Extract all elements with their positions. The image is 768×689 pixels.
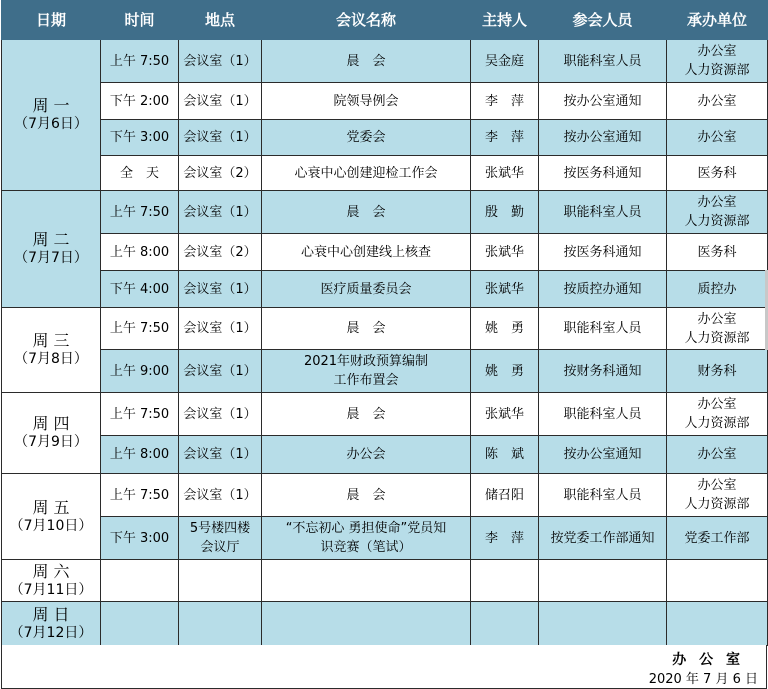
day-date: （7月7日） bbox=[14, 250, 88, 266]
host-cell: 张斌华 bbox=[471, 393, 539, 436]
table-row bbox=[2, 271, 768, 308]
header-host: 主持人 bbox=[471, 1, 539, 40]
meeting-cell: 心衰中心创建线上核查 bbox=[262, 234, 471, 271]
table-row bbox=[2, 191, 768, 234]
host-cell bbox=[471, 602, 539, 646]
place-cell: 会议室（2） bbox=[179, 234, 262, 271]
place-cell bbox=[179, 602, 262, 646]
table-row bbox=[2, 517, 768, 560]
meeting-cell: 党委会 bbox=[262, 120, 471, 156]
unit-cell: 办公室 人力资源部 bbox=[667, 308, 768, 350]
attendees-cell bbox=[539, 560, 667, 602]
table-row bbox=[2, 234, 768, 271]
table-row bbox=[2, 350, 768, 393]
table-row bbox=[2, 560, 768, 602]
unit-cell: 质控办 bbox=[667, 271, 768, 308]
day-label: 周 一 bbox=[32, 96, 70, 115]
unit-cell: 办公室 人力资源部 bbox=[667, 474, 768, 517]
time-cell: 上午 8:00 bbox=[101, 436, 179, 474]
place-cell bbox=[179, 560, 262, 602]
time-cell: 全 天 bbox=[101, 156, 179, 191]
day-label: 周 五 bbox=[32, 497, 70, 517]
unit-cell: 办公室 人力资源部 bbox=[667, 393, 768, 436]
header-place: 地点 bbox=[179, 1, 262, 40]
place-cell: 会议室（1） bbox=[179, 393, 262, 436]
meeting-schedule-table bbox=[1, 0, 768, 646]
table-row bbox=[2, 602, 768, 646]
meeting-cell: 医疗质量委员会 bbox=[262, 271, 471, 308]
time-cell: 上午 8:00 bbox=[101, 234, 179, 271]
footer-office: 办 公 室 bbox=[672, 652, 744, 668]
unit-cell bbox=[667, 560, 768, 602]
meeting-cell: 办公会 bbox=[262, 436, 471, 474]
table-row bbox=[2, 156, 768, 191]
attendees-cell: 职能科室人员 bbox=[539, 474, 667, 517]
footer-date: 2020 年 7 月 6 日 bbox=[648, 672, 758, 687]
table-row bbox=[2, 83, 768, 120]
day-cell-tuesday bbox=[2, 191, 101, 308]
day-cell-sunday bbox=[2, 602, 101, 646]
time-cell: 下午 4:00 bbox=[101, 271, 179, 308]
day-date: （7月9日） bbox=[14, 434, 88, 450]
host-cell bbox=[471, 560, 539, 602]
day-date: （7月10日） bbox=[9, 517, 93, 534]
unit-cell: 医务科 bbox=[667, 234, 768, 271]
place-cell: 会议室（1） bbox=[179, 191, 262, 234]
day-date: （7月6日） bbox=[14, 116, 88, 132]
host-cell: 储召阳 bbox=[471, 474, 539, 517]
header-unit: 承办单位 bbox=[667, 1, 768, 40]
header-attendees: 参会人员 bbox=[539, 1, 667, 40]
time-cell: 下午 3:00 bbox=[101, 120, 179, 156]
attendees-cell: 按办公室通知 bbox=[539, 436, 667, 474]
host-cell: 吴金庭 bbox=[471, 40, 539, 83]
place-cell: 会议室（2） bbox=[179, 156, 262, 191]
unit-cell: 党委工作部 bbox=[667, 517, 768, 560]
day-cell-monday bbox=[2, 40, 101, 191]
time-cell: 下午 3:00 bbox=[101, 517, 179, 560]
place-cell: 会议室（1） bbox=[179, 40, 262, 83]
table-row bbox=[2, 308, 768, 350]
unit-cell: 办公室 bbox=[667, 83, 768, 120]
attendees-cell bbox=[539, 602, 667, 646]
unit-cell: 办公室 人力资源部 bbox=[667, 40, 768, 83]
attendees-cell: 按党委工作部通知 bbox=[539, 517, 667, 560]
table-row bbox=[2, 120, 768, 156]
attendees-cell: 职能科室人员 bbox=[539, 191, 667, 234]
day-label: 周 日 bbox=[32, 604, 70, 624]
host-cell: 李 萍 bbox=[471, 83, 539, 120]
place-cell: 会议室（1） bbox=[179, 120, 262, 156]
host-cell: 陈 斌 bbox=[471, 436, 539, 474]
meeting-cell: 晨 会 bbox=[262, 393, 471, 436]
attendees-cell: 按财务科通知 bbox=[539, 350, 667, 393]
day-cell-wednesday bbox=[2, 308, 101, 393]
table-row bbox=[2, 474, 768, 517]
attendees-cell: 按办公室通知 bbox=[539, 120, 667, 156]
host-cell: 殷 勤 bbox=[471, 191, 539, 234]
attendees-cell: 职能科室人员 bbox=[539, 308, 667, 350]
header-meeting: 会议名称 bbox=[262, 1, 471, 40]
meeting-cell bbox=[262, 602, 471, 646]
host-cell: 姚 勇 bbox=[471, 350, 539, 393]
host-cell: 李 萍 bbox=[471, 120, 539, 156]
time-cell: 上午 7:50 bbox=[101, 308, 179, 350]
meeting-cell: 2021年财政预算编制 工作布置会 bbox=[262, 350, 471, 393]
host-cell: 李 萍 bbox=[471, 517, 539, 560]
unit-cell: 医务科 bbox=[667, 156, 768, 191]
attendees-cell: 按质控办通知 bbox=[539, 271, 667, 308]
day-date: （7月8日） bbox=[14, 351, 88, 367]
attendees-cell: 职能科室人员 bbox=[539, 393, 667, 436]
day-label: 周 二 bbox=[32, 230, 70, 249]
table-row bbox=[2, 393, 768, 436]
time-cell: 上午 7:50 bbox=[101, 393, 179, 436]
day-label: 周 六 bbox=[32, 561, 70, 581]
day-date: （7月11日） bbox=[9, 581, 93, 598]
unit-cell: 办公室 bbox=[667, 436, 768, 474]
meeting-cell: 心衰中心创建迎检工作会 bbox=[262, 156, 471, 191]
table-row bbox=[2, 436, 768, 474]
attendees-cell: 按办公室通知 bbox=[539, 83, 667, 120]
unit-cell bbox=[667, 602, 768, 646]
place-cell: 会议室（1） bbox=[179, 436, 262, 474]
day-cell-thursday bbox=[2, 393, 101, 474]
time-cell: 上午 7:50 bbox=[101, 474, 179, 517]
time-cell bbox=[101, 602, 179, 646]
footer-signature bbox=[1, 645, 767, 689]
header-time: 时间 bbox=[101, 1, 179, 40]
attendees-cell: 按医务科通知 bbox=[539, 234, 667, 271]
unit-cell: 财务科 bbox=[667, 350, 768, 393]
time-cell bbox=[101, 560, 179, 602]
day-date: （7月12日） bbox=[9, 624, 93, 641]
day-cell-saturday bbox=[2, 560, 101, 602]
day-cell-friday bbox=[2, 474, 101, 560]
host-cell: 姚 勇 bbox=[471, 308, 539, 350]
table-row bbox=[2, 40, 768, 83]
time-cell: 上午 7:50 bbox=[101, 40, 179, 83]
day-label: 周 四 bbox=[32, 414, 70, 433]
meeting-cell: 晨 会 bbox=[262, 474, 471, 517]
header-row bbox=[2, 1, 768, 40]
meeting-cell: 晨 会 bbox=[262, 191, 471, 234]
host-cell: 张斌华 bbox=[471, 234, 539, 271]
place-cell: 会议室（1） bbox=[179, 271, 262, 308]
host-cell: 张斌华 bbox=[471, 271, 539, 308]
header-date: 日期 bbox=[2, 1, 101, 40]
meeting-cell: 晨 会 bbox=[262, 40, 471, 83]
meeting-cell: 晨 会 bbox=[262, 308, 471, 350]
place-cell: 会议室（1） bbox=[179, 350, 262, 393]
place-cell: 会议室（1） bbox=[179, 474, 262, 517]
day-label: 周 三 bbox=[32, 331, 70, 350]
meeting-cell: 院领导例会 bbox=[262, 83, 471, 120]
host-cell: 张斌华 bbox=[471, 156, 539, 191]
time-cell: 上午 9:00 bbox=[101, 350, 179, 393]
meeting-cell bbox=[262, 560, 471, 602]
attendees-cell: 职能科室人员 bbox=[539, 40, 667, 83]
place-cell: 会议室（1） bbox=[179, 83, 262, 120]
unit-cell: 办公室 人力资源部 bbox=[667, 191, 768, 234]
time-cell: 上午 7:50 bbox=[101, 191, 179, 234]
time-cell: 下午 2:00 bbox=[101, 83, 179, 120]
unit-cell: 办公室 bbox=[667, 120, 768, 156]
place-cell: 会议室（1） bbox=[179, 308, 262, 350]
meeting-cell: “不忘初心 勇担使命”党员知 识竞赛（笔试） bbox=[262, 517, 471, 560]
attendees-cell: 按医务科通知 bbox=[539, 156, 667, 191]
place-cell: 5号楼四楼 会议厅 bbox=[179, 517, 262, 560]
